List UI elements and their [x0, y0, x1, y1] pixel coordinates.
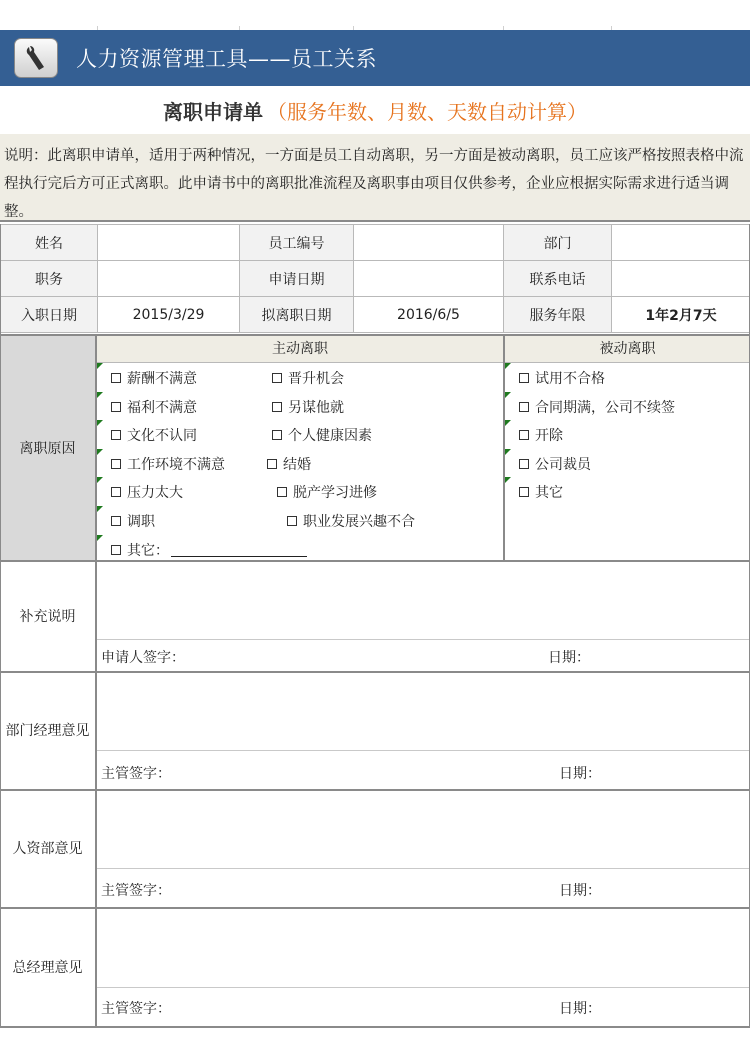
date-label: 日期：	[559, 766, 601, 782]
checkbox-icon[interactable]	[111, 459, 121, 469]
checkbox-icon[interactable]	[111, 373, 121, 383]
checkbox-option[interactable]: 其它：	[111, 540, 307, 560]
checkbox-icon[interactable]	[287, 516, 297, 526]
department-field[interactable]	[612, 225, 750, 261]
checkbox-icon[interactable]	[111, 516, 121, 526]
checkbox-icon[interactable]	[267, 459, 277, 469]
checkbox-option[interactable]: 公司裁员	[519, 454, 591, 474]
checkbox-icon[interactable]	[519, 373, 529, 383]
applicant-signature-label: 申请人签字：	[101, 650, 185, 666]
list-item	[97, 535, 503, 564]
name-label: 姓名	[1, 225, 98, 261]
section-label: 人资部意见	[0, 791, 97, 907]
list-item	[97, 506, 503, 535]
apply-date-label: 申请日期	[240, 261, 354, 297]
list-item	[505, 363, 750, 392]
list-item	[505, 420, 750, 449]
checkbox-icon[interactable]	[519, 430, 529, 440]
dept-manager-opinion-section	[0, 673, 750, 791]
checkbox-option[interactable]: 合同期满，公司不续签	[519, 397, 675, 417]
hire-date-field[interactable]: 2015/3/29	[98, 297, 240, 333]
list-item	[505, 392, 750, 421]
wrench-icon	[14, 38, 58, 78]
checkbox-icon[interactable]	[519, 402, 529, 412]
list-item	[97, 449, 503, 478]
header-banner	[0, 30, 750, 86]
supervisor-signature-label: 主管签字：	[101, 1001, 171, 1017]
checkbox-icon[interactable]	[111, 430, 121, 440]
list-item	[97, 363, 503, 392]
gm-opinion-section	[0, 909, 750, 1028]
sheet-top-margin	[0, 0, 750, 28]
checkbox-option[interactable]: 调职	[111, 511, 155, 531]
checkbox-option[interactable]: 试用不合格	[519, 368, 605, 388]
checkbox-option[interactable]: 开除	[519, 425, 563, 445]
list-item	[97, 420, 503, 449]
date-label: 日期：	[559, 1001, 601, 1017]
supplementary-notes-section	[0, 562, 750, 673]
supervisor-signature-label: 主管签字：	[101, 883, 171, 899]
checkbox-option[interactable]: 脱产学习进修	[277, 482, 377, 502]
table-row	[1, 261, 750, 297]
supervisor-signature-label: 主管签字：	[101, 766, 171, 782]
checkbox-icon[interactable]	[519, 487, 529, 497]
checkbox-icon[interactable]	[277, 487, 287, 497]
voluntary-header: 主动离职	[97, 336, 503, 363]
reasons-label: 离职原因	[0, 336, 97, 560]
checkbox-icon[interactable]	[519, 459, 529, 469]
instructions-note: 说明：此离职申请单，适用于两种情况，一方面是员工自动离职，另一方面是被动离职，员工应该严格按照表格中流程执行完后方可正式离职。此申请书中的离职批准流程及离职事由项目仅供参考，企业应根据实际需求进行适当调整。	[0, 134, 750, 222]
checkbox-icon[interactable]	[111, 487, 121, 497]
leave-date-field[interactable]: 2016/6/5	[354, 297, 504, 333]
section-label: 部门经理意见	[0, 673, 97, 789]
hr-opinion-section	[0, 791, 750, 909]
involuntary-resignation-column	[503, 336, 750, 560]
phone-label: 联系电话	[504, 261, 612, 297]
list-item	[505, 449, 750, 478]
section-label: 补充说明	[0, 562, 97, 671]
service-length-value: 1年2月7天	[612, 297, 750, 333]
hire-date-label: 入职日期	[1, 297, 98, 333]
checkbox-option[interactable]: 工作环境不满意	[111, 454, 225, 474]
service-length-label: 服务年限	[504, 297, 612, 333]
checkbox-option[interactable]: 个人健康因素	[272, 425, 372, 445]
app-title: 人力资源管理工具——员工关系	[76, 47, 377, 71]
opinion-input[interactable]	[97, 909, 750, 988]
date-label: 日期：	[548, 650, 590, 666]
section-label: 总经理意见	[0, 909, 97, 1026]
checkbox-option[interactable]: 薪酬不满意	[111, 368, 197, 388]
checkbox-option[interactable]: 结婚	[267, 454, 311, 474]
employee-id-field[interactable]	[354, 225, 504, 261]
checkbox-option[interactable]: 文化不认同	[111, 425, 197, 445]
checkbox-icon[interactable]	[111, 545, 121, 555]
department-label: 部门	[504, 225, 612, 261]
table-row	[1, 225, 750, 261]
form-title-main: 离职申请单	[163, 99, 263, 124]
table-row	[1, 297, 750, 333]
position-label: 职务	[1, 261, 98, 297]
date-label: 日期：	[559, 883, 601, 899]
checkbox-option[interactable]: 福利不满意	[111, 397, 197, 417]
leave-date-label: 拟离职日期	[240, 297, 354, 333]
apply-date-field[interactable]	[354, 261, 504, 297]
notes-input[interactable]	[97, 562, 750, 640]
position-field[interactable]	[98, 261, 240, 297]
checkbox-icon[interactable]	[272, 373, 282, 383]
checkbox-icon[interactable]	[272, 430, 282, 440]
list-item	[97, 392, 503, 421]
checkbox-option[interactable]: 其它	[519, 482, 563, 502]
checkbox-icon[interactable]	[272, 402, 282, 412]
form-title-subtitle: （服务年数、月数、天数自动计算）	[267, 99, 587, 124]
involuntary-header: 被动离职	[505, 336, 750, 363]
opinion-input[interactable]	[97, 791, 750, 869]
checkbox-option[interactable]: 压力太大	[111, 482, 183, 502]
employee-id-label: 员工编号	[240, 225, 354, 261]
list-item	[97, 477, 503, 506]
phone-field[interactable]	[612, 261, 750, 297]
resignation-reasons-section	[0, 334, 750, 562]
checkbox-icon[interactable]	[111, 402, 121, 412]
employee-info-table	[0, 224, 750, 333]
name-field[interactable]	[98, 225, 240, 261]
table-left-border	[0, 224, 1, 1026]
checkbox-option[interactable]: 晋升机会	[272, 368, 344, 388]
list-item	[505, 477, 750, 506]
other-reason-input[interactable]	[171, 542, 307, 557]
opinion-input[interactable]	[97, 673, 750, 751]
voluntary-resignation-column	[97, 336, 503, 560]
form-title	[0, 88, 750, 132]
checkbox-option[interactable]: 职业发展兴趣不合	[287, 511, 415, 531]
checkbox-option[interactable]: 另谋他就	[272, 397, 344, 417]
